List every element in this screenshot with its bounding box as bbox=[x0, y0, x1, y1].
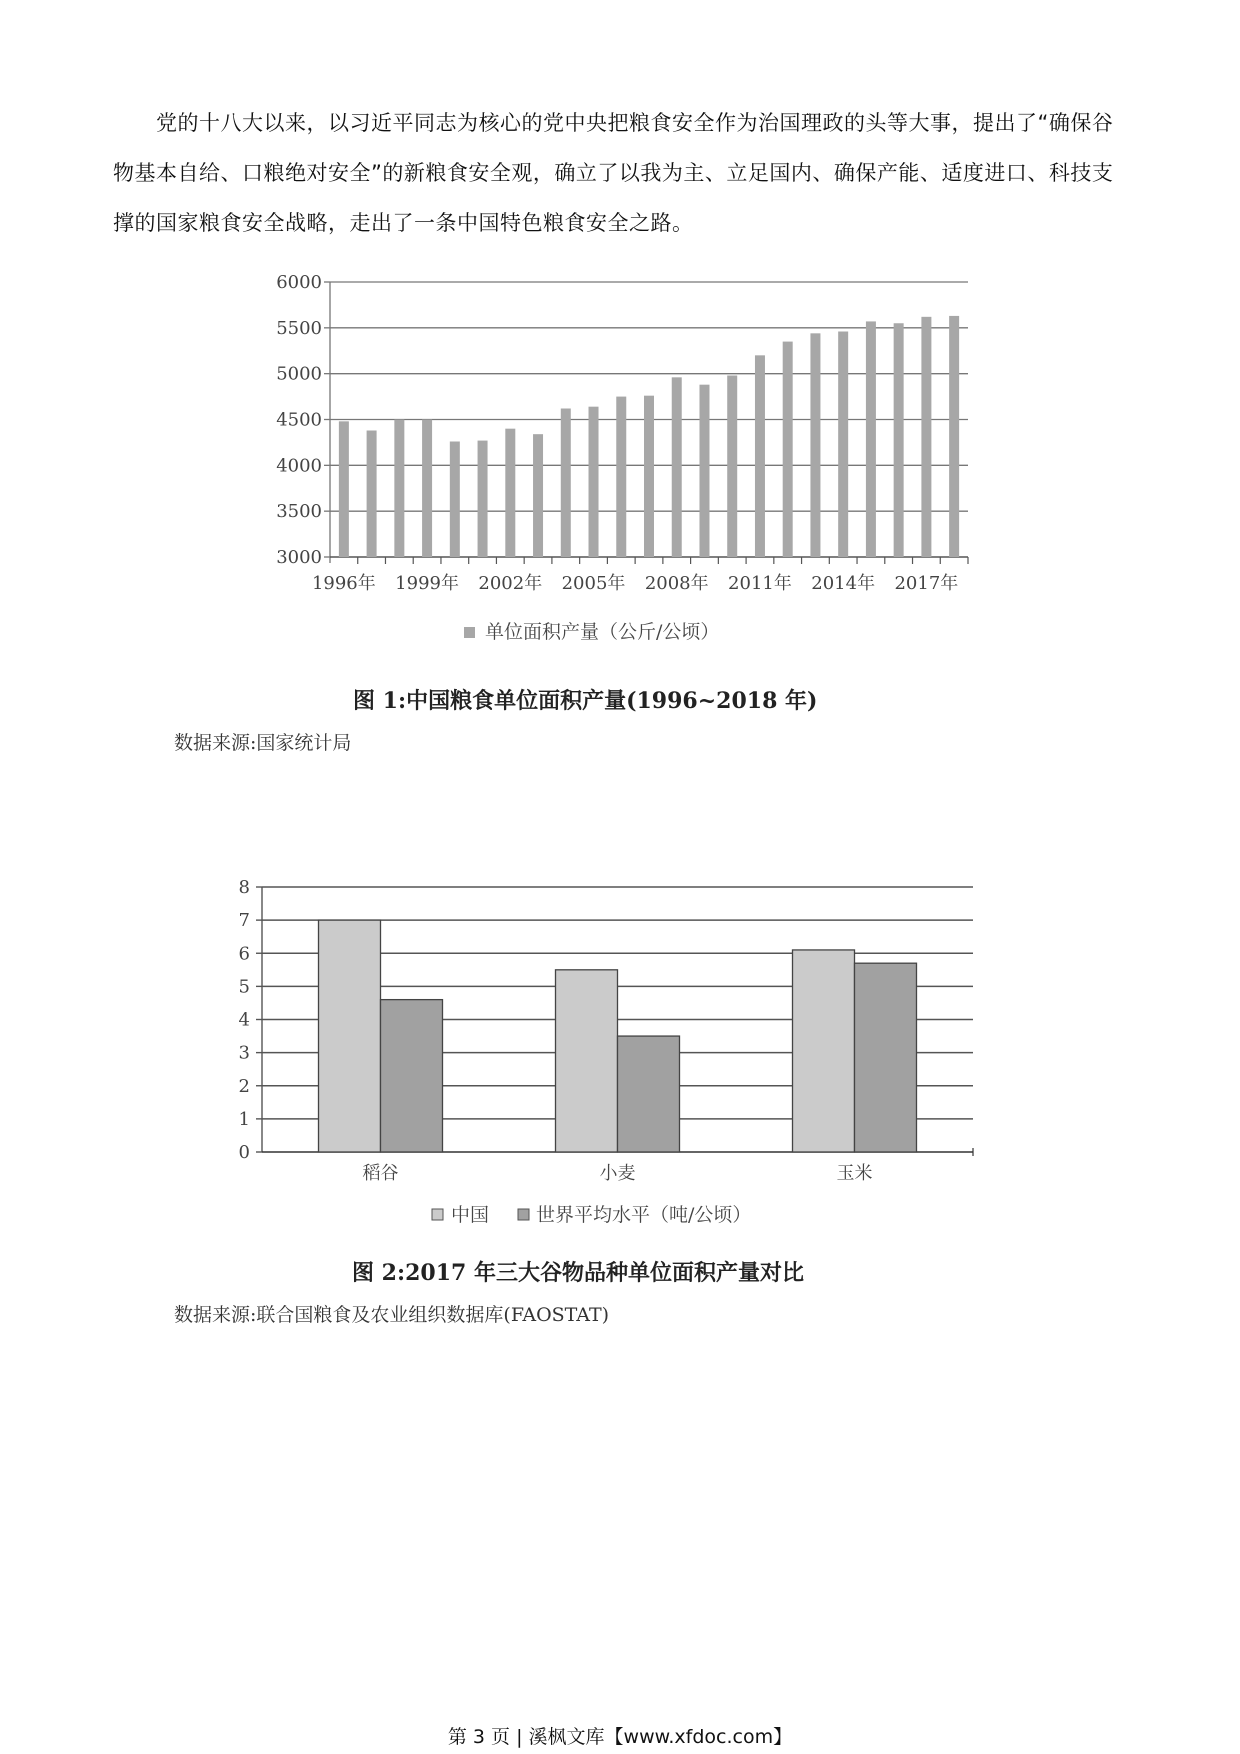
bar-稻谷-china bbox=[319, 920, 381, 1152]
figure2-caption: 图 2:2017 年三大谷物品种单位面积产量对比 bbox=[352, 1260, 804, 1286]
bar-2011 bbox=[755, 355, 765, 557]
y-tick-label: 4500 bbox=[276, 409, 322, 431]
bar-2012 bbox=[783, 342, 793, 557]
y-tick-label: 3500 bbox=[276, 501, 322, 523]
x-tick-label: 2005年 bbox=[561, 573, 626, 594]
y-tick-label: 4000 bbox=[276, 455, 322, 477]
bar-2015 bbox=[866, 321, 876, 557]
bar-2006 bbox=[616, 397, 626, 557]
x-tick-label: 玉米 bbox=[836, 1163, 873, 1184]
bar-稻谷-world bbox=[381, 1000, 443, 1152]
y-tick-label: 5 bbox=[238, 976, 250, 998]
legend-swatch-world bbox=[518, 1209, 529, 1220]
bar-2016 bbox=[894, 323, 904, 557]
legend-swatch-china bbox=[432, 1209, 443, 1220]
x-tick-label: 2008年 bbox=[644, 573, 709, 594]
bar-2010 bbox=[727, 376, 737, 558]
bar-2004 bbox=[561, 409, 571, 558]
x-tick-label: 1999年 bbox=[395, 573, 459, 594]
y-tick-label: 3000 bbox=[276, 547, 322, 568]
figure2-source: 数据来源:联合国粮食及农业组织数据库(FAOSTAT) bbox=[174, 1304, 610, 1326]
x-tick-label: 2002年 bbox=[478, 573, 543, 594]
x-tick-label: 1996年 bbox=[311, 573, 376, 594]
page-footer: 第 3 页 | 溪枫文库【www.xfdoc.com】 bbox=[447, 1726, 793, 1748]
y-tick-label: 5500 bbox=[276, 317, 322, 339]
x-tick-label: 2011年 bbox=[728, 573, 792, 594]
bar-小麦-china bbox=[556, 970, 618, 1152]
bar-小麦-world bbox=[618, 1036, 680, 1152]
bar-2007 bbox=[644, 396, 654, 557]
bar-1997 bbox=[367, 431, 377, 558]
intro-paragraph: 党的十八大以来，以习近平同志为核心的党中央把粮食安全作为治国理政的头等大事，提出了“确保谷物基本自给、口粮绝对安全”的新粮食安全观，确立了以我为主、立足国内、确保产能、适度进口、科技支撑的国家粮食安全战略，走出了一条中国特色粮食安全之路。 bbox=[113, 111, 1114, 235]
y-tick-label: 5000 bbox=[276, 363, 322, 385]
legend-swatch bbox=[464, 627, 475, 638]
bar-玉米-china bbox=[793, 950, 855, 1152]
x-tick-label: 2014年 bbox=[811, 573, 876, 594]
bar-2003 bbox=[533, 434, 543, 557]
bar-2002 bbox=[505, 429, 515, 557]
bar-2000 bbox=[450, 442, 460, 558]
bar-1999 bbox=[422, 420, 432, 558]
legend-label-china: 中国 bbox=[451, 1204, 490, 1226]
y-tick-label: 6 bbox=[238, 943, 250, 965]
y-tick-label: 3 bbox=[238, 1042, 250, 1064]
bar-2018 bbox=[949, 316, 959, 557]
y-tick-label: 2 bbox=[238, 1075, 250, 1097]
y-tick-label: 7 bbox=[238, 910, 250, 932]
chart-grain-yield bbox=[0, 260, 1240, 660]
x-tick-label: 2017年 bbox=[894, 573, 959, 594]
x-tick-label: 小麦 bbox=[599, 1163, 636, 1184]
y-tick-label: 6000 bbox=[276, 272, 322, 293]
bar-2017 bbox=[921, 317, 931, 557]
bar-1996 bbox=[339, 421, 349, 557]
y-tick-label: 4 bbox=[238, 1009, 250, 1031]
bar-2005 bbox=[589, 407, 599, 557]
bar-2009 bbox=[699, 385, 709, 557]
bar-2001 bbox=[478, 441, 488, 557]
bar-1998 bbox=[394, 420, 404, 558]
y-tick-label: 8 bbox=[238, 877, 250, 898]
bar-2013 bbox=[810, 333, 820, 557]
legend-label: 单位面积产量（公斤/公顷） bbox=[485, 621, 720, 643]
figure1-source: 数据来源:国家统计局 bbox=[174, 732, 352, 754]
figure1-caption: 图 1:中国粮食单位面积产量(1996~2018 年) bbox=[353, 688, 818, 714]
bar-2008 bbox=[672, 377, 682, 557]
y-tick-label: 1 bbox=[238, 1108, 250, 1130]
chart-cereal-comparison bbox=[0, 860, 1240, 1240]
legend-label-world: 世界平均水平（吨/公顷） bbox=[536, 1204, 752, 1226]
bar-玉米-world bbox=[855, 963, 917, 1152]
bar-2014 bbox=[838, 332, 848, 558]
y-tick-label: 0 bbox=[238, 1142, 250, 1163]
x-tick-label: 稻谷 bbox=[362, 1163, 399, 1184]
